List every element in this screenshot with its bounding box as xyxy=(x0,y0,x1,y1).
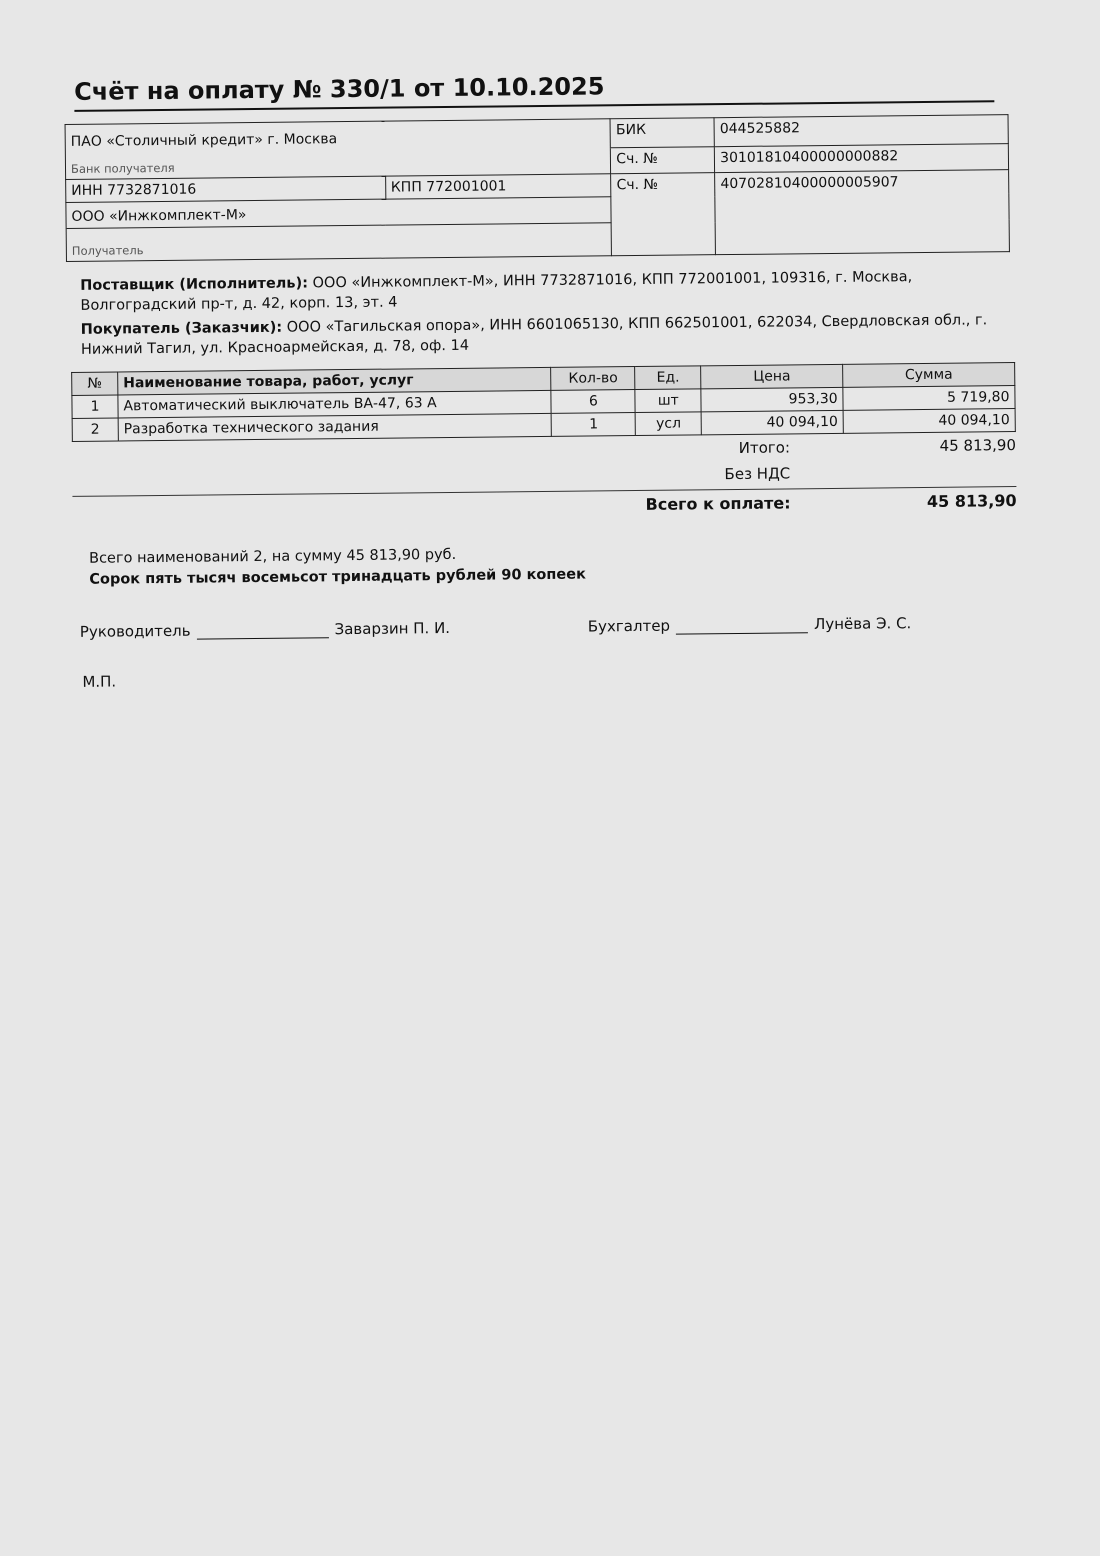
buyer-label: Покупатель (Заказчик): xyxy=(80,319,283,338)
row-price: 40 094,10 xyxy=(701,410,843,434)
supplier-line xyxy=(80,266,1010,316)
kpp-cell: КПП 772001001 xyxy=(385,174,611,199)
row-unit: усл xyxy=(635,412,701,436)
col-header-num: № xyxy=(72,372,118,395)
accountant-signature xyxy=(588,614,912,635)
bank-details-table xyxy=(65,114,1010,262)
row-price: 953,30 xyxy=(701,387,843,411)
row-sum: 5 719,80 xyxy=(843,386,1015,411)
row-sum: 40 094,10 xyxy=(843,409,1015,434)
head-signature xyxy=(80,618,588,641)
parties-block xyxy=(80,266,1011,360)
buyer-line xyxy=(81,310,1011,360)
head-name: Заварзин П. И. xyxy=(334,618,451,639)
head-signature-line xyxy=(196,623,328,639)
signatures-block xyxy=(80,613,1020,641)
buyer-details: ООО «Тагильская опора», ИНН 6601065130, КПП 662501001, 622034, Свердловская обл., г. Нижний Тагил, ул. Красноармейская, д. 78, оф. 14 xyxy=(80,312,988,358)
subtotal-value: 45 813,90 xyxy=(939,436,1017,455)
inn-cell: ИНН 7732871016 xyxy=(66,176,386,202)
amount-in-words: Сорок пять тысяч восемьсот тринадцать рублей 90 копеек xyxy=(89,566,586,588)
col-header-qty: Кол-во xyxy=(551,367,635,391)
grand-total-label: Всего к оплате: xyxy=(645,492,791,514)
items-table xyxy=(71,362,1016,442)
account-label: Сч. № xyxy=(611,173,716,256)
accountant-label: Бухгалтер xyxy=(587,616,671,636)
items-count-line: Всего наименований 2, на сумму 45 813,90 руб. xyxy=(89,546,457,567)
bank-caption: Банк получателя xyxy=(70,160,175,176)
recipient-name: ООО «Инжкомплект-М» xyxy=(66,197,612,229)
vat-label: Без НДС xyxy=(724,464,791,484)
col-header-sum: Сумма xyxy=(843,363,1015,388)
recipient-caption-cell xyxy=(66,223,612,262)
head-label: Руководитель xyxy=(79,621,191,641)
account-value: 40702810400000005907 xyxy=(715,170,1010,255)
corr-account-value: 30101810400000000882 xyxy=(715,143,1009,173)
accountant-signature-line xyxy=(676,618,808,634)
col-header-price: Цена xyxy=(701,364,843,388)
invoice-title: Счёт на оплату № 330/1 от 10.10.2025 xyxy=(74,72,605,106)
col-header-unit: Ед. xyxy=(635,366,701,390)
bik-label: БИК xyxy=(610,118,714,148)
bik-value: 044525882 xyxy=(714,115,1008,147)
grand-total-value: 45 813,90 xyxy=(926,490,1017,511)
row-name: Разработка технического задания xyxy=(118,413,552,441)
bank-name-text: ПАО «Столичный кредит» г. Москва xyxy=(70,131,338,150)
row-unit: шт xyxy=(635,389,701,413)
row-num: 1 xyxy=(72,395,118,418)
supplier-label: Поставщик (Исполнитель): xyxy=(80,275,309,294)
supplier-details: ООО «Инжкомплект-М», ИНН 7732871016, КПП 772001001, 109316, г. Москва, Волгоградский пр-т, д. 42, корп. 13, эт. 4 xyxy=(80,269,913,314)
stamp-place: М.П. xyxy=(82,672,117,691)
col-header-name: Наименование товара, работ, услуг xyxy=(118,367,552,395)
row-qty: 6 xyxy=(551,390,635,414)
invoice-document xyxy=(64,62,1020,691)
row-qty: 1 xyxy=(552,413,636,437)
row-name: Автоматический выключатель ВА-47, 63 А xyxy=(118,390,552,418)
totals-block xyxy=(72,432,1017,523)
accountant-name: Лунёва Э. С. xyxy=(813,614,912,634)
corr-account-label: Сч. № xyxy=(611,146,715,174)
recipient-caption: Получатель xyxy=(71,243,144,258)
amount-summary xyxy=(89,539,1019,591)
vat-value-empty xyxy=(790,471,1016,473)
row-num: 2 xyxy=(72,418,118,441)
subtotal-label: Итого: xyxy=(738,438,791,457)
